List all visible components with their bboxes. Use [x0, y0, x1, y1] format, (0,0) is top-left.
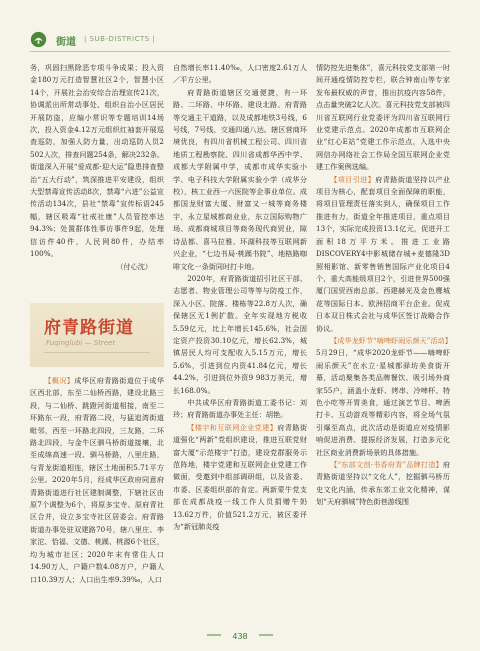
paragraph-tag: 【概况】 — [44, 376, 75, 385]
paragraph: 自然增长率11.40‰，人口密度2.61万人／平方公里。 — [173, 63, 307, 85]
page-header — [30, 30, 450, 50]
page-number: 438 — [232, 632, 248, 641]
paragraph: 【项目引进】府青路街道坚持以产业项目为核心，配套项目全面保障的职能，将项目管理责任落实到人，确保项目工作推进有力，街道全年推进项目，重点项目13个，实际完成投资13.1亿元，促进开工面积18万平方米。推进工业路DISCOVERY4中影城储存城+麦德隆3D照相影馆、新零售销售国际产业化项目4个，重大高能级项目2个，引进世界500强厦门国贸西南总部、西建赫光及金色鹰城花等国际日本、欧洲招商平台企业。促成日本双日株式会社与成华区签订战略合作协议。 — [316, 174, 450, 333]
paragraph: 【成华龙虾节“嗨啤虾闹乐颜天”活动】5月29日，“成华2020龙虾节——嗨啤虾闹乐颜天”在水立·星城都驿坊美食街开幕，活动聚集各类品牌餐饮、吸引场外商家55户，涵盖小龙虾、烤串、冷啤杯、特色小吃等开胃美食，通过演艺节目、啤酒打卡、互动游戏等精彩内容，将全场气氛引爆至高点，此次活动是街道应对疫情影响促进消费、提振经济发展，打造多元化社区商业消费新场景的具体措施。 — [316, 335, 452, 457]
paragraph: 情防控先进集体”，喜元科技党支部第一时间开通疫情防控专栏，联合钟南山等专家发布最权威的声音，推出抗疫内容58件，点击量突破2亿人次。喜元科技党支部被四川省互联网行业党委评为四川省互联网行业党建示范点。2020年成都市互联网企业“红心E站”党建工作示范点，入选中央网信办网络社会工作局全国互联网企业党建工作案例选编。 — [316, 63, 450, 172]
paragraph: 府青路街道辖区交通便捷，有一环路、二环路、中环路、建设北路、府青路等交通主干道路，以及成都地铁3号线，6号线，7号线，交通四通八达。辖区营商环境优良，有四川省机械工程公司、四川省地质工程勘察院、四川省成都华西中学、成都大学附属中学，成都市成华实验小学、电子科技大学附属实验小学（成华分校），核工业西一六医院等企事业单位。成都国龙财富大厦、财富又一城等商务楼宇，永立星城都商业业，东立国际购物广场、成都商城项目等商务现代商贸业，隙诗品都、喜马拉雅、环湖科技等互联网新兴企业，“七边书局·桃蹊书院”、地格路咖啡文化一条街同时打卡地。 — [173, 87, 307, 271]
column-2 — [173, 62, 307, 533]
header-divider — [30, 51, 450, 52]
header-section-title: 街道 — [56, 37, 76, 48]
header-section-subtitle: | SUB-DISTRICTS | — [84, 35, 156, 43]
page-footer — [0, 624, 480, 643]
chengdu-logo-icon — [30, 31, 47, 48]
section-title: 府青路街道 — [44, 318, 134, 338]
page-number-bar-right — [259, 634, 273, 636]
paragraph-tag: 【项目引进】 — [330, 174, 376, 184]
paragraph: 【“东部文创·书香府青”品牌打造】府青路街道坚持以“文化人”，挖掘驷马桥历史文化内涵，传承东郊工业文化精神，谋划“天府驷城”特色街巷游线围 — [316, 460, 450, 507]
paragraph: 2020年，府青路街道招引社区干部、志愿者、物业管理公司等等与防疫工作，深入小区、院落、楼栋等22.8万人次，确保辖区无1例扩散。全年实现地方税收5.59亿元，比上年增长145.6%，社会固定资产投资30.10亿元，增长62.3%，城镇居民人均可支配收入5.15万元，增长5.6%，引进到位内资41.84亿元，增长44.2%，引进到位外资9 983万美元，增长168.0%。 — [173, 273, 307, 395]
paragraph: 【楼宇和互联网企业党建】府青路街道强化“两新”党组织建设，推进互联党财富大厦“示范楼宇”打造，建设党群服务示范阵地，楼宇党建和互联网企业党建工作做面，受邀到中组部调研组，以及省委、市委、区委组织部的肯定。两新蒙牛党支部在成都战疫一线工作人员捐赠牛奶13.62万件，价值521.2万元，被区委评为“新冠肺炎疫 — [173, 422, 307, 532]
page-number-bar-left — [207, 634, 221, 636]
section-title-box — [30, 303, 164, 367]
paragraph-tag: 【“东部文创·书香府青”品牌打造】 — [330, 460, 443, 469]
paragraph-tag: 【楼宇和互联网企业党建】 — [187, 422, 278, 432]
paragraph: 【概况】成华区府青路街道位于成华区西北部，东至二仙桥西路，建设北路三段，与二仙桥、跳蹬河街道相接，南至二环路东一段，府青路二段，与猛追湾街道毗邻，西至一环路北四段，三友路，二环路北四段，与金牛区驷马桥街道接壤，北至成绵高速一段、驷马桥路，八里庄路，与青龙街道相连，辖区土地面积5.71平方公里。2020年5月，经成华区政府同意府青路街道进行社区建制调整，下辖社区由原7个调整为6个，将原多宝寺、原府青社区合并，设立多宝寺社区居委会。府青路街道办事处驻双建路70号，辖八里庄、李家沱、恰福、文德、桃蹊、桃源6个社区，均为城市社区；2020年末有常住人口14.90万人，户籍户数4.08万户，户籍人口10.39万人；人口出生率9.39‰，人口 — [30, 376, 164, 584]
section-divider — [44, 352, 150, 353]
column-3 — [316, 62, 450, 509]
paragraph: 中共成华区府青路街道工委书记：刘玲；府青路街道办事处主任：胡艳。 — [173, 397, 307, 420]
author-signature: （付心沈） — [116, 261, 152, 271]
column-1 — [30, 62, 164, 273]
paragraph-tag: 【成华龙虾节“嗨啤虾闹乐颜天”活动】 — [330, 335, 452, 345]
column-1-lower — [30, 375, 164, 586]
paragraph: 务，巩固扫黑除恶专项斗争成果；投入资金180万元打造智慧社区2个，智慧小区14个，开展社会治安综合治理宣传21次，协调派出所常动事处、组织自治小区居民开展防盗，应编小常识等专题培训14场次，投入资金4.12万元组织红袖套开展巡查巡防，加强人防力量，出动巡防人员2 502人次，排查问题254条，解决232条。街道深入开展“爱成都·迎大运”隐患排查整治“五大行动”，筑深推进平安建设，组织大型禁毒宣传活动8次，禁毒“六进”公益宣传活动134次，县社“禁毒”宣传标语245幅，辖区吸毒“社戒社康”人员管控率达94.3%；处置群体性事访事件9起，处理信访件40件，人民网80件，办结率100%。 — [30, 63, 164, 259]
section-subtitle: Fuqinglubi — Street — [46, 339, 116, 347]
